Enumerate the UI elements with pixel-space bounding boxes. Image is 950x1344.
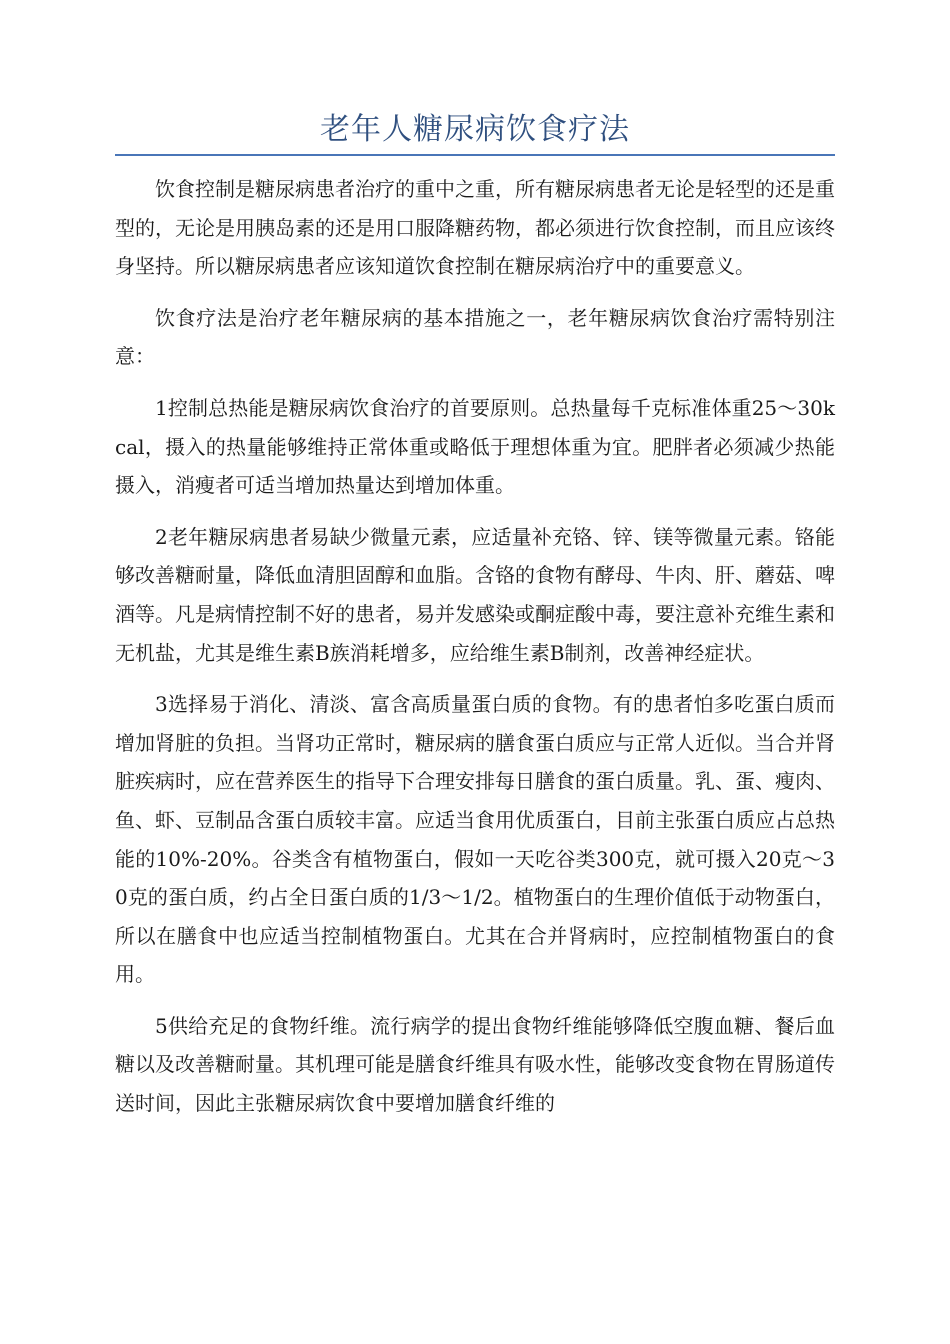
paragraph-point-5: 5供给充足的食物纤维。流行病学的提出食物纤维能够降低空腹血糖、餐后血糖以及改善糖耐量。其机理可能是膳食纤维具有吸水性，能够改变食物在胃肠道传送时间，因此主张糖尿病饮食中要增加膳食纤维的	[115, 1013, 835, 1116]
paragraph-notes: 饮食疗法是治疗老年糖尿病的基本措施之一，老年糖尿病饮食治疗需特别注意：	[115, 305, 835, 369]
paragraph-point-1: 1控制总热能是糖尿病饮食治疗的首要原则。总热量每千克标准体重25～30kcal，摄入的热量能够维持正常体重或略低于理想体重为宜。肥胖者必须减少热能摄入，消瘦者可适当增加热量达到增加体重。	[115, 395, 835, 498]
paragraph-intro: 饮食控制是糖尿病患者治疗的重中之重，所有糖尿病患者无论是轻型的还是重型的，无论是用胰岛素的还是用口服降糖药物，都必须进行饮食控制，而且应该终身坚持。所以糖尿病患者应该知道饮食控制在糖尿病治疗中的重要意义。	[115, 177, 835, 279]
paragraph-point-2: 2老年糖尿病患者易缺少微量元素，应适量补充铬、锌、镁等微量元素。铬能够改善糖耐量，降低血清胆固醇和血脂。含铬的食物有酵母、牛肉、肝、蘑菇、啤酒等。凡是病情控制不好的患者，易并发感染或酮症酸中毒，要注意补充维生素和无机盐，尤其是维生素B族消耗增多，应给维生素B制剂，改善神经症状。	[115, 524, 835, 665]
document-title: 老年人糖尿病饮食疗法	[320, 112, 630, 147]
paragraph-point-3: 3选择易于消化、清淡、富含高质量蛋白质的食物。有的患者怕多吃蛋白质而增加肾脏的负担。当肾功正常时，糖尿病的膳食蛋白质应与正常人近似。当合并肾脏疾病时，应在营养医生的指导下合理安排每日膳食的蛋白质量。乳、蛋、瘦肉、鱼、虾、豆制品含蛋白质较丰富。应适当食用优质蛋白，目前主张蛋白质应占总热能的10%-20%。谷类含有植物蛋白，假如一天吃谷类300克，就可摄入20克～30克的蛋白质，约占全日蛋白质的1/3～1/2。植物蛋白的生理价值低于动物蛋白，所以在膳食中也应适当控制植物蛋白。尤其在合并肾病时，应控制植物蛋白的食用。	[115, 692, 835, 987]
title-divider	[115, 154, 835, 156]
document-body	[115, 170, 835, 1136]
